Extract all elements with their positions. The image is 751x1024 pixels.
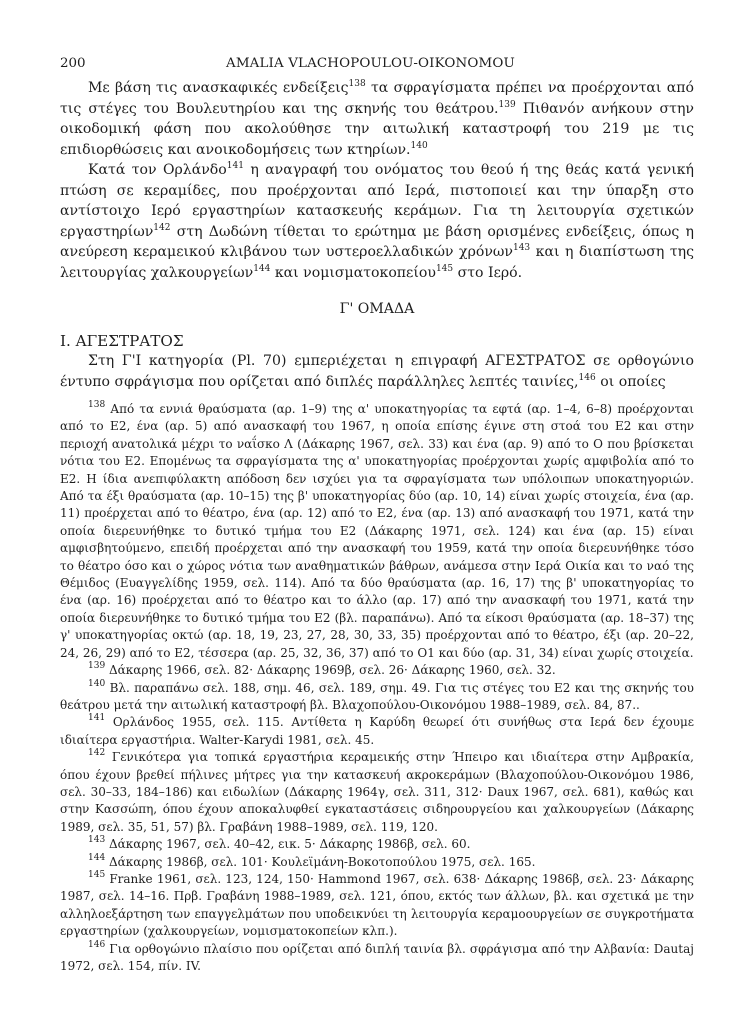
footnote: [60, 941, 694, 976]
footnote: [60, 749, 694, 836]
text-run: και η διαπίστωση της λειτουργίας χαλκουργείων: [60, 244, 694, 281]
footnote-text: Βλ. παραπάνω σελ. 188, σημ. 46, σελ. 189, σημ. 49. Για τις στέγες του Ε2 και της σκηνής του θεάτρου μετά την αιτωλική καταστροφή βλ. Βλαχοπούλου-Οικονόμου 1988–1989, σελ. 84, 87..: [60, 680, 694, 712]
footnote: [60, 854, 694, 871]
running-header: [60, 56, 694, 78]
footnote-ref[interactable]: 139: [498, 99, 516, 110]
footnote-text: Δάκαρης 1986β, σελ. 101· Κουλεϊμάνη-Βοκοτοπούλου 1975, σελ. 165.: [109, 854, 536, 869]
footnote: [60, 662, 694, 679]
running-head-title: AMALIA VLACHOPOULOU-OIKONOMOU: [226, 56, 515, 71]
body-paragraph: [60, 78, 694, 160]
footnote-ref[interactable]: 138: [348, 79, 366, 89]
footnote-number: 140: [88, 678, 106, 689]
footnote-number: 143: [88, 835, 106, 846]
footnote-text: Από τα εννιά θραύσματα (αρ. 1–9) της α' υποκατηγορίας τα εφτά (αρ. 1–4, 6–8) προέρχονται από το Ε2, ένα (αρ. 5) από ανασκαφή του 1967, η οποία επίσης έγινε στη στοά του Ε2 και στην περιοχή ανατολικά μέχρι το ναΐσκο Λ (Δάκαρης 1967, σελ. 33) και ένα (αρ. 9) από το Ο που βρίσκεται νότια του Ε2. Επομένως τα σφραγίσματα της α' υποκατηγορίας προέρχονται χωρίς αμφιβολία από το Ε2. Η ίδια ανεπιφύλακτη απόδοση δεν ισχύει για τα σφραγίσματα των υπόλοιπων υποκατηγοριών. Από τα έξι θραύσματα (αρ. 10–15) της β' υποκατηγορίας δύο (αρ. 10, 14) είναι χωρίς στοιχεία, ένα (αρ. 11) προέρχεται από το θέατρο, ένα (αρ. 12) από το Ε2, ένα (αρ. 13) από ανασκαφή του 1971, κατά την οποία διερευνήθηκε το δυτικό τμήμα του Ε2 (Δάκαρης 1971, σελ. 124) και ένα (αρ. 15) είναι αμφισβητούμενο, επειδή προέρχεται από την ανασκαφή του 1959, κατά την οποία διερευνήθηκε τόσο το θέατρο όσο και ο χώρος νότια των αναθηματικών βάθρων, ανάμεσα στην Ιερά Οικία και το ναό της Θέμιδος (Ευαγγελίδης 1959, σελ. 114). Από τα δύο θραύσματα (αρ. 16, 17) της β' υποκατηγορίας το ένα (αρ. 16) προέρχεται από το θέατρο και το άλλο (αρ. 17) από την ανασκαφή του 1971, κατά την οποία διερευνήθηκε το δυτικό τμήμα του Ε2 (βλ. παραπάνω). Από τα είκοσι θραύσματα (αρ. 18–37) της γ' υποκατηγορίας οκτώ (αρ. 18, 19, 23, 27, 28, 30, 33, 35) προέρχονται από το θέατρο, έξι (αρ. 20–22, 24, 26, 29) από το Ε2, τέσσερα (αρ. 25, 32, 36, 37) από το Ο1 και δύο (αρ. 31, 34) είναι χωρίς στοιχεία.: [60, 402, 694, 660]
footnote-text: Δάκαρης 1966, σελ. 82· Δάκαρης 1969β, σελ. 26· Δάκαρης 1960, σελ. 32.: [109, 663, 556, 678]
footnote-number: 145: [88, 869, 106, 880]
body-paragraph: [60, 160, 694, 283]
footnote-number: 141: [88, 713, 106, 724]
footnote-number: 142: [88, 748, 106, 759]
footnote-text: Γενικότερα για τοπικά εργαστήρια κεραμεικής στην Ήπειρο και ιδιαίτερα στην Αμβρακία, όπου έχουν βρεθεί πήλινες μήτρες για την κατασκευή ακροκεράμων (Βλαχοπούλου-Οικονόμου 1986, σελ. 30–33, 184–186) και ειδωλίων (Δάκαρης 1964γ, σελ. 311, 312· Daux 1967, σελ. 681), καθώς και στην Κασσώπη, όπου έχουν αποκαλυφθεί εγκαταστάσεις σιδηρουργείου και χαλκουργείων (Δάκαρης 1989, σελ. 35, 51, 57) βλ. Γραβάνη 1988–1989, σελ. 119, 120.: [60, 750, 694, 834]
subsection-paragraph: [60, 351, 694, 392]
footnote-text: Franke 1961, σελ. 123, 124, 150· Hammond 1967, σελ. 638· Δάκαρης 1986β, σελ. 23· Δάκαρης 1987, σελ. 14–16. Πρβ. Γραβάνη 1988–1989, σελ. 121, όπου, εκτός των άλλων, βλ. και σχετικά με την αλληλοεξάρτηση των επαγγελμάτων που υποδεικνύει τη λειτουργία κεραμοουργείων σε συγκροτήματα εργαστηρίων (χαλκουργείων, νομισματοκοπείων κλπ.).: [60, 871, 694, 939]
page: [60, 56, 694, 975]
text-run: Κατά τον Ορλάνδο: [88, 162, 227, 178]
footnote-ref[interactable]: 144: [253, 263, 271, 274]
footnote: [60, 401, 694, 662]
footnotes: [60, 401, 694, 975]
text-run: η αναγραφή του ονόματος του θεού ή της θεάς κατά γενική πτώση σε κεραμίδες, που προέρχονται από Ιερά, πιστοποιεί και την ύπαρξη στο αντίστοιχο Ιερό εργαστηρίων κατασκευής κεράμων. Για τη λειτουργία σχετικών εργαστηρίων: [60, 162, 694, 240]
footnote-text: Ορλάνδος 1955, σελ. 115. Αντίθετα η Καρύδη θεωρεί ότι συνήθως στα Ιερά δεν έχουμε ιδιαίτερα εργαστήρια. Walter-Karydi 1981, σελ. 45.: [60, 715, 694, 747]
footnote-number: 144: [88, 852, 106, 863]
body-text: [60, 78, 694, 392]
text-run: Πιθανόν ανήκουν στην οικοδομική φάση που ακολούθησε την αιτωλική καταστροφή του 219 με τις επιδιορθώσεις και ανοικοδομήσεις των κτηρίων.: [60, 100, 694, 158]
footnote-ref[interactable]: 142: [153, 222, 171, 233]
footnote: [60, 836, 694, 853]
text-run: Με βάση τις ανασκαφικές ενδείξεις: [88, 80, 349, 96]
footnote-ref[interactable]: 140: [410, 140, 428, 151]
footnote-ref[interactable]: 141: [226, 161, 244, 171]
footnote-ref[interactable]: 146: [578, 372, 596, 383]
footnote: [60, 680, 694, 715]
page-number: 200: [60, 56, 86, 71]
section-title: Γ' ΟΜΑΔΑ: [339, 301, 415, 317]
text-run: Στη Γ'I κατηγορία (Pl. 70) εμπεριέχεται η επιγραφή ΑΓΕΣΤΡΑΤΟΣ σε ορθογώνιο έντυπο σφράγισμα που ορίζεται από διπλές παράλληλες λεπτές ταινίες,: [60, 353, 694, 390]
footnote-text: Για ορθογώνιο πλαίσιο που ορίζεται από διπλή ταινία βλ. σφράγισμα από την Αλβανία: Dautaj 1972, σελ. 154, πίν. IV.: [60, 941, 694, 973]
footnote-number: 139: [88, 661, 106, 672]
text-run: στη Δωδώνη τίθεται το ερώτημα με βάση ορισμένες ενδείξεις, όπως η ανεύρεση κεραμεικού κλιβάνου των υστεροελλαδικών χρόνων: [60, 223, 694, 260]
footnote-text: Δάκαρης 1967, σελ. 40–42, εικ. 5· Δάκαρης 1986β, σελ. 60.: [109, 837, 471, 852]
text-run: και νομισματοκοπείου: [270, 264, 436, 281]
footnote-ref[interactable]: 143: [512, 243, 531, 253]
subsection-title: I. ΑΓΕΣΤΡΑΤΟΣ: [60, 332, 184, 350]
footnote-number: 138: [88, 400, 106, 410]
footnote: [60, 714, 694, 749]
text-run: τα σφραγίσματα πρέπει να προέρχονται από τις στέγες του Βουλευτηρίου και της σκηνής του θεάτρου.: [60, 80, 694, 117]
text-run: οι οποίες: [595, 373, 666, 390]
footnote: [60, 871, 694, 941]
footnote-number: 146: [88, 939, 106, 950]
footnote-ref[interactable]: 145: [435, 263, 454, 274]
text-run: στο Ιερό.: [453, 264, 523, 281]
